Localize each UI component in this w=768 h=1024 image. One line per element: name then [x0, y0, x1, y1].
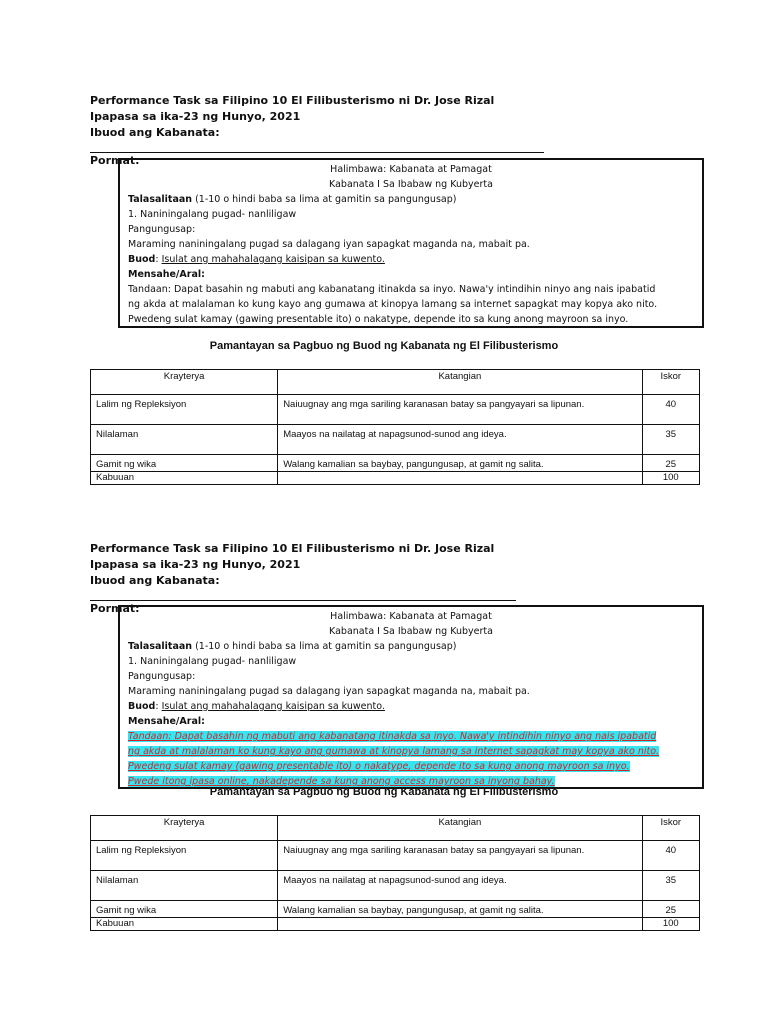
ibuod-line: Ibuod ang Kabanata: [90, 125, 544, 153]
table-row-total: Kabuuan 100 [91, 472, 700, 485]
example-box [118, 605, 704, 789]
pangungusap-text: Maraming naniningalang pugad sa dalagang iyan sapagkat maganda na, mabait pa. [128, 239, 530, 250]
deadline: Ipapasa sa ika-23 ng Hunyo, 2021 [90, 110, 301, 123]
vocab-item: 1. Naniningalang pugad- nanliligaw [128, 656, 297, 667]
pangungusap-label: Pangungusap: [128, 671, 196, 682]
tandaan-4: Pwede itong ipasa online, nakadepende sa kung anong access mayroon sa inyong bahay. [128, 776, 555, 787]
tandaan-1: Tandaan: Dapat basahin ng mabuti ang kabanatang itinakda sa inyo. Nawa'y intindihin ninyo ang nais ipabatid [128, 284, 656, 295]
col-header-iskor: Iskor [642, 370, 699, 395]
col-header-katangian: Katangian [278, 816, 642, 841]
blank-line [90, 589, 516, 601]
ibuod-line: Ibuod ang Kabanata: [90, 573, 516, 601]
talasalitaan-row: Talasalitaan (1-10 o hindi baba sa lima at gamitin sa pangungusap) [128, 641, 457, 652]
vocab-item: 1. Naniningalang pugad- nanliligaw [128, 209, 297, 220]
table-row-total: Kabuuan 100 [91, 918, 700, 931]
tandaan-2: ng akda at malalaman ko kung kayo ang gumawa at kinopya lamang sa internet sapagkat may kopya ako nito. [128, 746, 660, 757]
col-header-krayterya: Krayterya [91, 370, 278, 395]
table-row: Lalim ng Repleksiyon Naiuugnay ang mga sariling karanasan batay sa pangyayari sa lipunan. 40 [91, 841, 700, 871]
pormat-label: Pormat: [90, 154, 140, 167]
buod-row: Buod: Isulat ang mahahalagang kaisipan sa kuwento. [128, 254, 385, 265]
example-box [118, 158, 704, 328]
pormat-label: Pormat: [90, 602, 140, 615]
deadline: Ipapasa sa ika-23 ng Hunyo, 2021 [90, 558, 301, 571]
example-line2: Kabanata I Sa Ibabaw ng Kubyerta [329, 626, 493, 637]
rubric-table [90, 369, 700, 485]
pangungusap-text: Maraming naniningalang pugad sa dalagang iyan sapagkat maganda na, mabait pa. [128, 686, 530, 697]
buod-row: Buod: Isulat ang mahahalagang kaisipan sa kuwento. [128, 701, 385, 712]
rubric-title: Pamantayan sa Pagbuo ng Buod ng Kabanata ng El Filibusterismo [209, 340, 559, 352]
blank-line [90, 141, 544, 153]
tandaan-3: Pwedeng sulat kamay (gawing presentable ito) o nakatype, depende ito sa kung anong mayroon sa inyo. [128, 761, 630, 772]
table-row: Nilalaman Maayos na nailatag at napagsunod-sunod ang ideya. 35 [91, 871, 700, 901]
col-header-iskor: Iskor [642, 816, 699, 841]
tandaan-1: Tandaan: Dapat basahin ng mabuti ang kabanatang itinakda sa inyo. Nawa'y intindihin ninyo ang nais ipabatid [128, 731, 657, 742]
table-row: Nilalaman Maayos na nailatag at napagsunod-sunod ang ideya. 35 [91, 425, 700, 455]
talasalitaan-row: Talasalitaan (1-10 o hindi baba sa lima at gamitin sa pangungusap) [128, 194, 457, 205]
col-header-katangian: Katangian [278, 370, 642, 395]
task-title: Performance Task sa Filipino 10 El Filibusterismo ni Dr. Jose Rizal [90, 94, 495, 107]
example-line1: Halimbawa: Kabanata at Pamagat [330, 164, 492, 175]
mensahe-label: Mensahe/Aral: [128, 269, 205, 280]
table-row: Gamit ng wika Walang kamalian sa baybay, pangungusap, at gamit ng salita. 25 [91, 901, 700, 918]
table-row: Gamit ng wika Walang kamalian sa baybay, pangungusap, at gamit ng salita. 25 [91, 455, 700, 472]
pangungusap-label: Pangungusap: [128, 224, 196, 235]
tandaan-2: ng akda at malalaman ko kung kayo ang gumawa at kinopya lamang sa internet sapagkat may kopya ako nito. [128, 299, 658, 310]
mensahe-label: Mensahe/Aral: [128, 716, 205, 727]
table-row: Lalim ng Repleksiyon Naiuugnay ang mga sariling karanasan batay sa pangyayari sa lipunan. 40 [91, 395, 700, 425]
example-line1: Halimbawa: Kabanata at Pamagat [330, 611, 492, 622]
rubric-title: Pamantayan sa Pagbuo ng Buod ng Kabanata ng El Filibusterismo [209, 786, 559, 798]
task-title: Performance Task sa Filipino 10 El Filibusterismo ni Dr. Jose Rizal [90, 542, 495, 555]
example-line2: Kabanata I Sa Ibabaw ng Kubyerta [329, 179, 493, 190]
rubric-table [90, 815, 700, 931]
tandaan-3: Pwedeng sulat kamay (gawing presentable ito) o nakatype, depende ito sa kung anong mayroon sa inyo. [128, 314, 629, 325]
col-header-krayterya: Krayterya [91, 816, 278, 841]
